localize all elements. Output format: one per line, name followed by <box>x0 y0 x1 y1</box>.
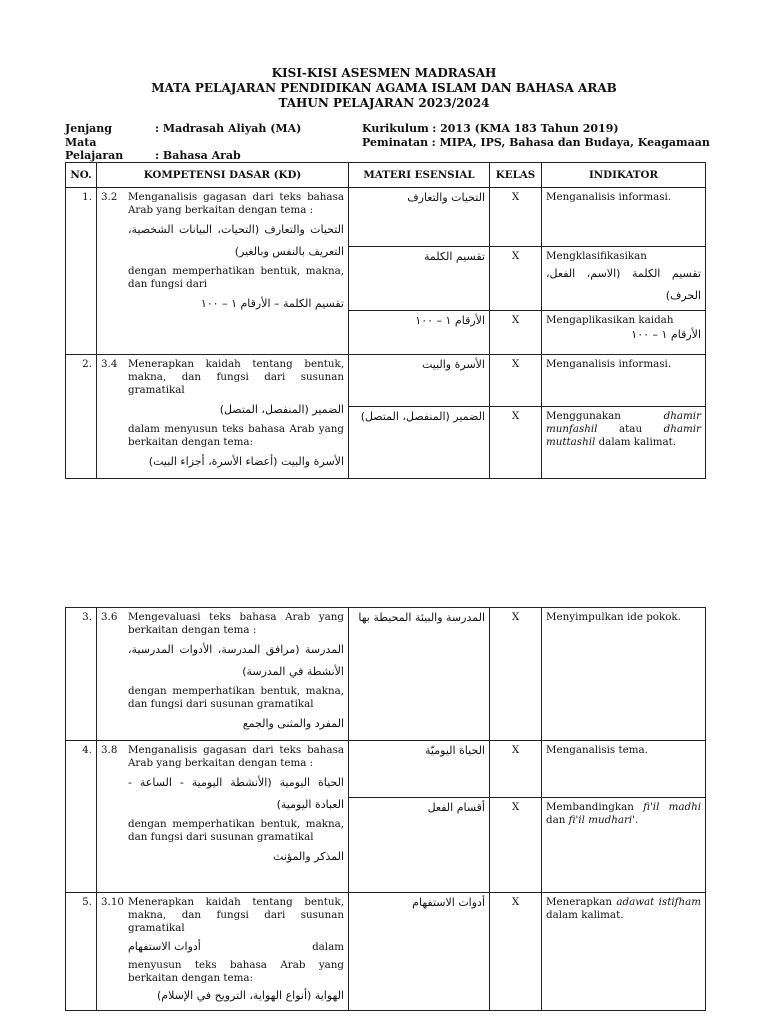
kd-text: Menerapkan kaidah tentang bentuk, makna, dan fungsi dari susunan gramatikal <box>128 896 344 934</box>
kd-text-2: dalam <box>312 940 344 953</box>
materi-cell: الضمير (المنفصل، المتصل) <box>349 406 490 478</box>
materi-cell: الأسرة والبيت <box>349 355 490 407</box>
col-header-indikator: INDIKATOR <box>542 163 706 188</box>
kelas-cell: X <box>490 247 542 311</box>
indikator-text: dalam kalimat. <box>546 909 624 921</box>
kelas-cell: X <box>490 608 542 741</box>
indikator-cell <box>542 247 706 311</box>
row-no: 1. <box>66 188 97 355</box>
kd-number: 3.2 <box>101 191 118 203</box>
indikator-term: dhamir muttashil <box>546 422 701 448</box>
kd-text-2: dalam menyusun teks bahasa Arab yang berkaitan dengan tema: <box>128 423 344 448</box>
indikator-text: Membandingkan <box>546 801 634 813</box>
kisi-table-page1 <box>65 162 706 479</box>
kd-text-2: dengan memperhatikan bentuk, makna, dan fungsi dari susunan gramatikal <box>128 818 344 843</box>
indikator-cell: Menganalisis informasi. <box>542 355 706 407</box>
kd-arabic-grammar: تقسيم الكلمة – الأرقام ١ – ١٠٠ <box>200 297 344 310</box>
kurikulum-label: Kurikulum <box>362 122 429 135</box>
meta-mapel <box>65 136 241 162</box>
col-header-kd: KOMPETENSI DASAR (KD) <box>97 163 349 188</box>
kisi-table-page2 <box>65 607 706 1011</box>
kd-number: 3.4 <box>101 358 118 370</box>
peminatan-label: Peminatan <box>362 136 429 149</box>
indikator-term: dhamir munfashil <box>546 409 701 435</box>
indikator-text: atau <box>619 422 643 435</box>
kelas-cell: X <box>490 798 542 893</box>
row-no: 4. <box>66 741 97 893</box>
table-row <box>66 188 706 247</box>
table-row <box>66 608 706 741</box>
meta-kurikulum <box>362 122 619 135</box>
meta-jenjang <box>65 122 301 135</box>
kelas-cell: X <box>490 893 542 1011</box>
kelas-cell: X <box>490 188 542 247</box>
kd-text-2: dengan memperhatikan bentuk, makna, dan fungsi dari <box>128 265 344 290</box>
kd-arabic-theme: الحياة اليومية (الأنشطة اليومية - الساعة - العبادة اليومية) <box>128 776 344 811</box>
materi-cell: أدوات الاستفهام <box>349 893 490 1011</box>
row-no: 2. <box>66 355 97 479</box>
kelas-cell: X <box>490 355 542 407</box>
kd-text: Menerapkan kaidah tentang bentuk, makna, dan fungsi dari susunan gramatikal <box>128 358 344 396</box>
kd-text-2: dengan memperhatikan bentuk, makna, dan fungsi dari susunan gramatikal <box>128 685 344 710</box>
kd-cell <box>97 355 349 479</box>
materi-cell: الحياة اليوميّة <box>349 741 490 798</box>
indikator-cell <box>542 406 706 478</box>
kd-arabic-theme: المدرسة (مرافق المدرسة، الأدوات المدرسية، الأنشطة في المدرسة) <box>128 643 344 678</box>
col-header-no: NO. <box>66 163 97 188</box>
kelas-cell: X <box>490 311 542 355</box>
mapel-label: Mata Pelajaran <box>65 136 124 162</box>
kd-cell <box>97 608 349 741</box>
kd-arabic-grammar: الضمير (المنفصل، المتصل) <box>219 403 344 416</box>
kd-cell <box>97 188 349 355</box>
materi-cell: تقسيم الكلمة <box>349 247 490 311</box>
indikator-term: fi'il mudhari' <box>568 814 636 826</box>
mapel-value: : Bahasa Arab <box>155 149 241 162</box>
kurikulum-value: : 2013 (KMA 183 Tahun 2019) <box>432 122 619 135</box>
kd-text: Menganalisis gagasan dari teks bahasa Arab yang berkaitan dengan tema : <box>128 744 344 769</box>
kd-inline-line <box>101 937 344 957</box>
row-no: 3. <box>66 608 97 741</box>
kd-number: 3.6 <box>101 611 118 623</box>
materi-cell: التحيات والتعارف <box>349 188 490 247</box>
doc-title-line1: KISI-KISI ASESMEN MADRASAH <box>271 66 497 80</box>
table-row <box>66 741 706 798</box>
jenjang-label: Jenjang <box>65 122 112 135</box>
materi-cell: أقسام الفعل <box>349 798 490 893</box>
kd-arabic-theme: الهواية (أنواع الهواية، الترويح في الإسلام) <box>156 989 344 1002</box>
kd-arabic-theme: الأسرة والبيت (أعضاء الأسرة، أجزاء البيت) <box>148 455 344 468</box>
indikator-term: fi'il madhi <box>643 801 701 813</box>
jenjang-value: : Madrasah Aliyah (MA) <box>155 122 302 135</box>
materi-cell: المدرسة والبيئة المحيطة بها <box>349 608 490 741</box>
kd-arabic-grammar: المفرد والمثنى والجمع <box>242 717 344 730</box>
indikator-text: dalam kalimat. <box>598 435 677 448</box>
peminatan-value: : MIPA, IPS, Bahasa dan Budaya, Keagamaan <box>431 136 710 149</box>
indikator-term: adawat istifham <box>616 896 701 908</box>
indikator-arabic: تقسيم الكلمة (الاسم، الفعل، الحرف) <box>546 267 701 302</box>
kd-number: 3.8 <box>101 744 118 756</box>
meta-peminatan <box>362 136 710 149</box>
kelas-cell: X <box>490 406 542 478</box>
indikator-text: dan <box>546 814 566 826</box>
table-row <box>66 355 706 407</box>
materi-cell: الأرقام ١ – ١٠٠ <box>349 311 490 355</box>
kd-arabic-theme: التحيات والتعارف (التحيات، البيانات الشخصية، التعريف بالنفس وبالغير) <box>128 223 344 258</box>
table-header-row <box>66 163 706 188</box>
indikator-text: Mengklasifikasikan <box>546 250 647 262</box>
indikator-text: Menerapkan <box>546 896 613 908</box>
indikator-text: Menggunakan <box>546 409 621 422</box>
indikator-cell <box>542 893 706 1011</box>
kd-text: Mengevaluasi teks bahasa Arab yang berkaitan dengan tema : <box>128 611 344 636</box>
indikator-arabic: الأرقام ١ – ١٠٠ <box>631 328 701 341</box>
indikator-cell: Menganalisis tema. <box>542 741 706 798</box>
indikator-cell <box>542 798 706 893</box>
kd-number: 3.10 <box>101 896 124 908</box>
kd-cell <box>97 741 349 893</box>
row-no: 5. <box>66 893 97 1011</box>
kelas-cell: X <box>490 741 542 798</box>
doc-title-line3: TAHUN PELAJARAN 2023/2024 <box>278 96 490 110</box>
kd-text: Menganalisis gagasan dari teks bahasa Arab yang berkaitan dengan tema : <box>128 191 344 216</box>
indikator-cell: Menyimpulkan ide pokok. <box>542 608 706 741</box>
indikator-text: Mengaplikasikan kaidah <box>546 314 674 326</box>
indikator-text: . <box>635 814 639 826</box>
kd-cell <box>97 893 349 1011</box>
kd-text-3: menyusun teks bahasa Arab yang berkaitan dengan tema: <box>128 959 344 984</box>
kd-arabic-grammar: أدوات الاستفهام <box>128 940 201 953</box>
col-header-kelas: KELAS <box>490 163 542 188</box>
col-header-materi: MATERI ESENSIAL <box>349 163 490 188</box>
indikator-cell: Menganalisis informasi. <box>542 188 706 247</box>
table-row <box>66 893 706 1011</box>
doc-title-line2: MATA PELAJARAN PENDIDIKAN AGAMA ISLAM DAN BAHASA ARAB <box>151 81 617 95</box>
indikator-cell <box>542 311 706 355</box>
kd-arabic-grammar: المذكر والمؤنث <box>273 850 344 863</box>
